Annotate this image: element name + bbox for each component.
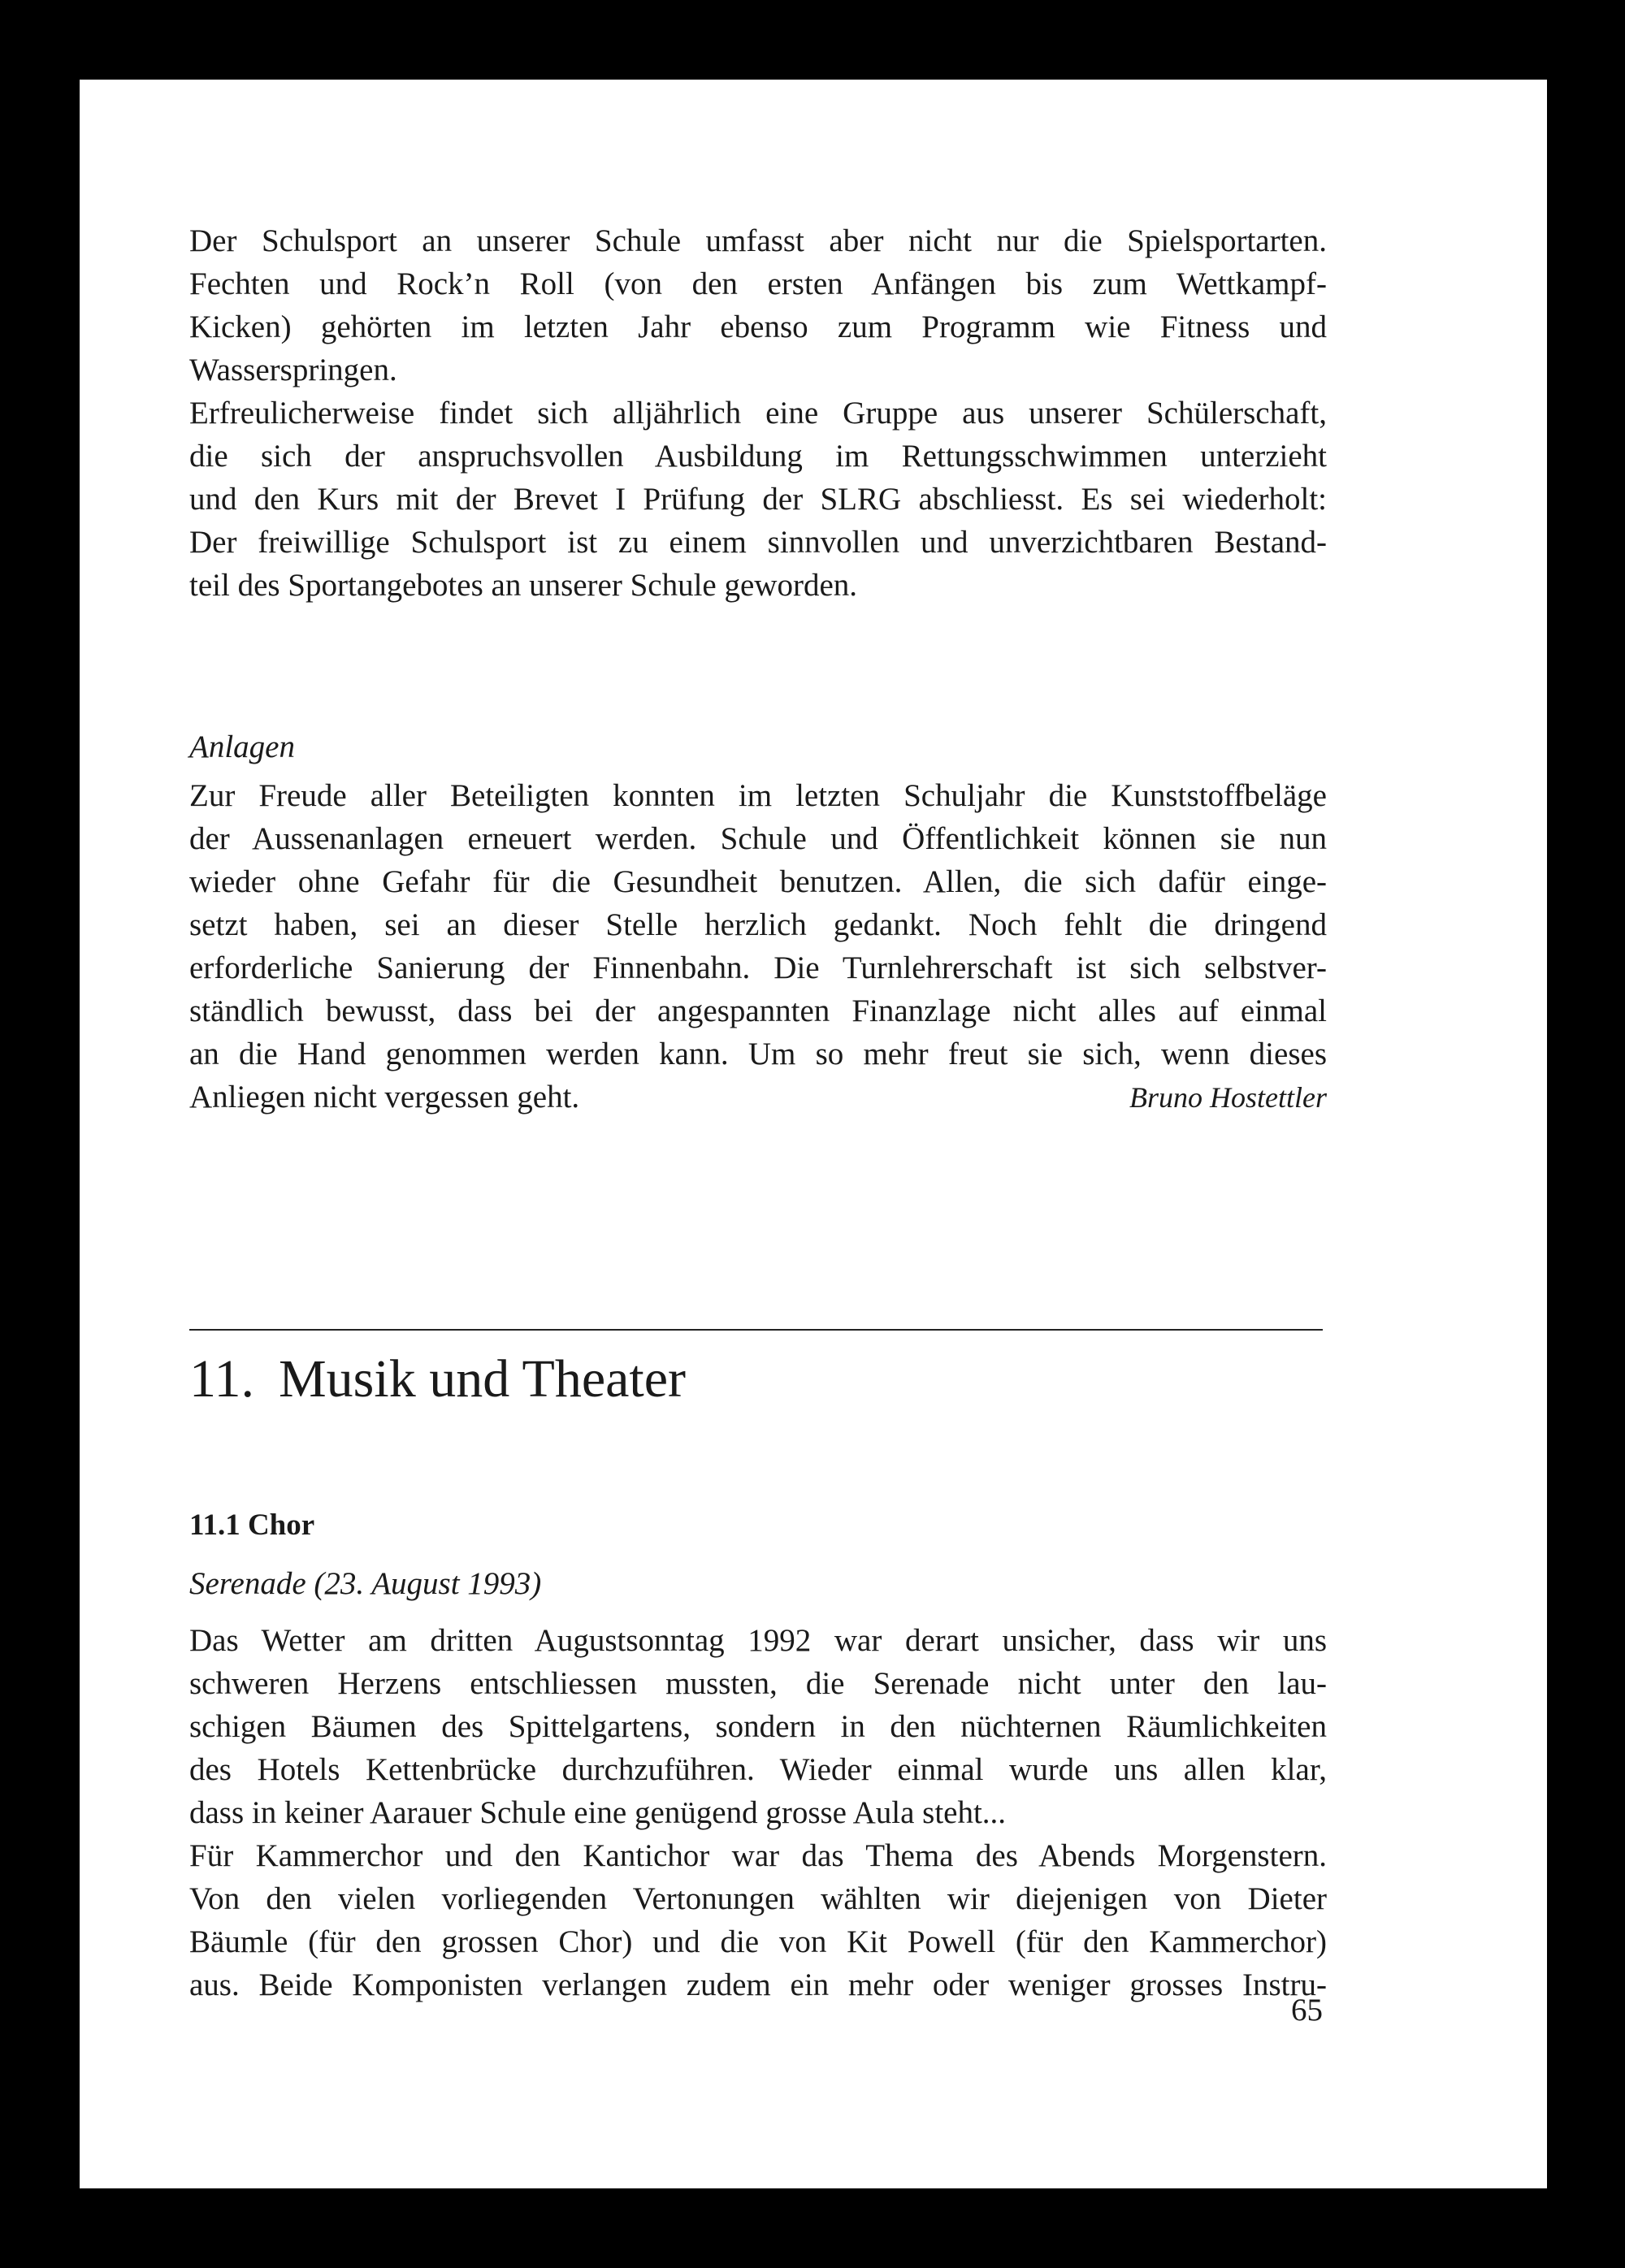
- text-line: Fechten und Rock’n Roll (von den ersten Anfängen bis zum Wettkampf-: [189, 266, 1327, 301]
- signature-block: [189, 1077, 1327, 1118]
- text-line: erforderliche Sanierung der Finnenbahn. Die Turnlehrerschaft ist sich selbstver-: [189, 950, 1327, 985]
- text-line: Das Wetter am dritten Augustsonntag 1992 war derart unsicher, dass wir uns: [189, 1623, 1327, 1658]
- text-line: schigen Bäumen des Spittelgartens, sondern in den nüchternen Räumlichkeiten: [189, 1709, 1327, 1744]
- text-line: schweren Herzens entschliessen mussten, die Serenade nicht unter den lau-: [189, 1666, 1327, 1701]
- text-line: dass in keiner Aarauer Schule eine genügend grosse Aula steht...: [189, 1795, 1007, 1830]
- chapter-heading: [189, 1347, 686, 1412]
- text-line: Anliegen nicht vergessen geht.: [189, 1080, 580, 1115]
- text-line: und den Kurs mit der Brevet I Prüfung der SLRG abschliesst. Es sei wiederholt:: [189, 482, 1327, 517]
- schulsport-paragraph: [189, 219, 1327, 607]
- text-line: Für Kammerchor und den Kantichor war das Thema des Abends Morgenstern.: [189, 1838, 1327, 1873]
- document-page: [80, 80, 1547, 2188]
- chapter-divider: [189, 1329, 1323, 1331]
- text-line: Zur Freude aller Beteiligten konnten im letzten Schuljahr die Kunststoffbeläge: [189, 778, 1327, 813]
- text-line: Der freiwillige Schulsport ist zu einem sinnvollen und unverzichtbaren Bestand-: [189, 525, 1327, 560]
- text-line: Bäumle (für den grossen Chor) und die von Kit Powell (für den Kammerchor): [189, 1924, 1327, 1959]
- text-line: Erfreulicherweise findet sich alljährlich eine Gruppe aus unserer Schülerschaft,: [189, 396, 1327, 431]
- text-line: Der Schulsport an unserer Schule umfasst aber nicht nur die Spielsportarten.: [189, 223, 1327, 258]
- anlagen-section: [189, 725, 1327, 768]
- chapter-number: 11.: [189, 1349, 255, 1409]
- chapter-title: Musik und Theater: [279, 1349, 687, 1409]
- serenade-section: [189, 1562, 1327, 1605]
- text-line: die sich der anspruchsvollen Ausbildung im Rettungsschwimmen unterzieht: [189, 439, 1327, 474]
- chor-paragraph: [189, 1619, 1327, 2006]
- text-line: Wasserspringen.: [189, 353, 397, 387]
- text-line: Kicken) gehörten im letzten Jahr ebenso zum Programm wie Fitness und: [189, 309, 1327, 344]
- text-line: setzt haben, sei an dieser Stelle herzlich gedankt. Noch fehlt die dringend: [189, 907, 1327, 942]
- text-line: wieder ohne Gefahr für die Gesundheit benutzen. Allen, die sich dafür einge-: [189, 864, 1327, 899]
- anlagen-paragraph: [189, 774, 1327, 1119]
- text-line: des Hotels Kettenbrücke durchzuführen. Wieder einmal wurde uns allen klar,: [189, 1752, 1327, 1787]
- text-line: Von den vielen vorliegenden Vertonungen wählten wir diejenigen von Dieter: [189, 1881, 1327, 1916]
- text-line: der Aussenanlagen erneuert werden. Schule und Öffentlichkeit können sie nun: [189, 821, 1327, 856]
- text-line: teil des Sportangebotes an unserer Schule geworden.: [189, 568, 858, 603]
- page-number: 65: [1291, 1993, 1323, 2028]
- text-line: ständlich bewusst, dass bei der angespannten Finanzlage nicht alles auf einmal: [189, 993, 1327, 1028]
- author-signature: Bruno Hostettler: [1129, 1081, 1327, 1114]
- section-title: 11.1 Chor: [189, 1508, 315, 1542]
- serenade-subheading: Serenade (23. August 1993): [189, 1566, 542, 1601]
- text-line: an die Hand genommen werden kann. Um so mehr freut sie sich, wenn dieses: [189, 1037, 1327, 1071]
- anlagen-heading: Anlagen: [189, 729, 295, 764]
- text-line: aus. Beide Komponisten verlangen zudem ein mehr oder weniger grosses Instru-: [189, 1967, 1327, 2002]
